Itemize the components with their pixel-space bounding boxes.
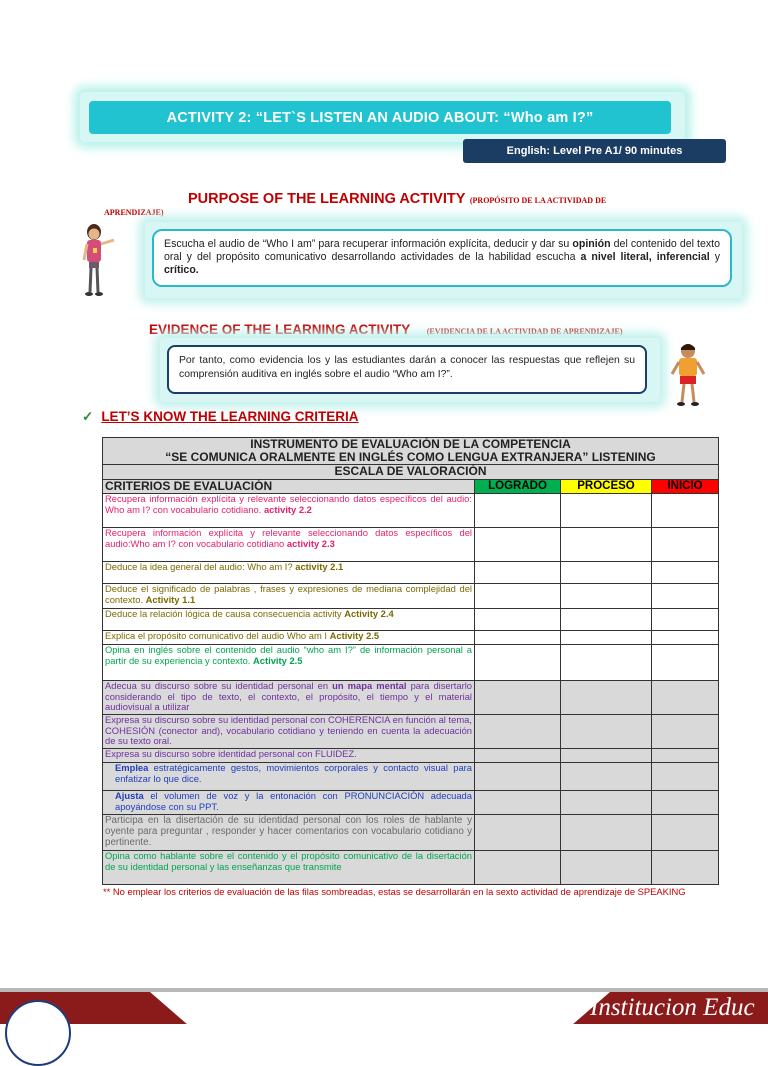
purpose-text-3: del contenido del texto oral y del propósito comunicativo desarrollando actividades de la habilidad escucha xyxy=(164,238,720,264)
logrado-cell xyxy=(475,681,561,715)
inicio-cell[interactable] xyxy=(652,631,719,645)
footnote: ** No emplear los criterios de evaluación de las filas sombreadas, estas se desarrollarán en la sexto actividad de aprendizaje de SPEAKING xyxy=(103,886,686,897)
logrado-cell xyxy=(475,763,561,791)
logrado-cell[interactable] xyxy=(475,645,561,681)
criterion-cell xyxy=(103,681,475,715)
activity-title: ACTIVITY 2: “LET`S LISTEN AN AUDIO ABOUT: “Who am I?” xyxy=(89,101,671,134)
check-icon: ✓ xyxy=(82,409,94,424)
table-scale: ESCALA DE VALORACIÓN xyxy=(103,465,719,479)
criterion-cell xyxy=(103,815,475,851)
criterion-tag: Activity 2.5 xyxy=(329,630,380,642)
purpose-title: PURPOSE OF THE LEARNING ACTIVITY xyxy=(188,191,466,207)
table-title-line-2: “SE COMUNICA ORALMENTE EN INGLÉS COMO LENGUA EXTRANJERA” LISTENING xyxy=(165,450,656,465)
table-row xyxy=(103,609,719,631)
table-row xyxy=(103,791,719,815)
criterion-cell xyxy=(103,528,475,562)
criteria-heading-text: LET’S KNOW THE LEARNING CRITERIA xyxy=(101,409,359,424)
criterion-tag: activity 2.1 xyxy=(295,561,344,573)
inicio-cell[interactable] xyxy=(652,609,719,631)
proceso-cell xyxy=(561,681,652,715)
criterion-cell xyxy=(103,715,475,749)
criterion-text: Opina en inglés sobre el contenido del audio “who am I?” de información personal a partir de su experiencia y contexto. xyxy=(105,644,472,666)
criterion-cell xyxy=(103,631,475,645)
criterion-text: Expresa su discurso sobre su identidad personal con COHERENCIA en función al tema, COHESIÓN (conector and), vocabulario cotidiano y teniendo en cuenta la adecuación de su texto oral. xyxy=(105,714,472,747)
col-inicio: INICIO xyxy=(652,479,719,494)
proceso-cell[interactable] xyxy=(561,584,652,609)
criteria-heading xyxy=(82,409,359,425)
inicio-cell[interactable] xyxy=(652,494,719,528)
criterion-text: Recupera información explícita y relevante seleccionando datos específicos del audio: Who am I? con vocabulario cotidiano. xyxy=(105,493,472,515)
logrado-cell xyxy=(475,851,561,885)
proceso-cell xyxy=(561,791,652,815)
logrado-cell xyxy=(475,715,561,749)
level-badge: English: Level Pre A1/ 90 minutes xyxy=(463,139,726,163)
evidence-subtitle: (EVIDENCIA DE LA ACTIVIDAD DE APRENDIZAJE) xyxy=(426,327,623,336)
proceso-cell xyxy=(561,715,652,749)
inicio-cell xyxy=(652,681,719,715)
proceso-cell[interactable] xyxy=(561,645,652,681)
criterion-cell xyxy=(103,645,475,681)
table-row xyxy=(103,715,719,749)
criterion-tag: activity 2.3 xyxy=(286,537,335,549)
criterion-bold: un mapa mental xyxy=(332,680,407,692)
criterion-text: Expresa su discurso sobre identidad personal con FLUIDEZ. xyxy=(105,748,357,760)
evidence-box: Por tanto, como evidencia los y las estudiantes darán a conocer las respuestas que reflejen su comprensión auditiva en inglés sobre el audio “Who am I?”. xyxy=(167,345,647,394)
table-row xyxy=(103,584,719,609)
criterion-text: Deduce la relación lógica de causa consecuencia activity xyxy=(105,608,345,620)
inicio-cell xyxy=(652,851,719,885)
table-title-row xyxy=(103,438,719,465)
criterion-text: Participa en la disertación de su identidad personal con los roles de hablante y oyente para preguntar , responder y hacer comentarios con vocabulario cotidiano y pertinente. xyxy=(105,815,472,849)
purpose-text-opinion: opinión xyxy=(572,238,611,250)
logrado-cell[interactable] xyxy=(475,609,561,631)
inicio-cell[interactable] xyxy=(652,528,719,562)
proceso-cell[interactable] xyxy=(561,494,652,528)
criterion-cell xyxy=(103,609,475,631)
purpose-text-critico: crítico. xyxy=(164,264,199,277)
col-criteria: CRITERIOS DE EVALUACIÓN xyxy=(103,479,475,494)
table-title-line-1: INSTRUMENTO DE EVALUACIÓN DE LA COMPETENCIA xyxy=(250,437,571,451)
logrado-cell xyxy=(475,749,561,763)
inicio-cell[interactable] xyxy=(652,562,719,584)
col-logrado: LOGRADO xyxy=(475,479,561,494)
criterion-text: Deduce la idea general del audio: Who am I? xyxy=(105,561,296,573)
evaluation-table xyxy=(102,437,719,885)
inicio-cell xyxy=(652,749,719,763)
criterion-cell xyxy=(103,494,475,528)
proceso-cell[interactable] xyxy=(561,562,652,584)
table-header-row xyxy=(103,479,719,494)
criterion-text: Recupera información explícita y relevante seleccionando datos específicos del audio:Who am I? con vocabulario cotidiano xyxy=(105,527,472,549)
logrado-cell[interactable] xyxy=(475,584,561,609)
proceso-cell[interactable] xyxy=(561,631,652,645)
criterion-text: Explica el propósito comunicativo del audio Who am I xyxy=(105,630,330,642)
table-row xyxy=(103,681,719,715)
inicio-cell xyxy=(652,715,719,749)
school-seal-icon xyxy=(5,1000,71,1066)
purpose-text-5: y xyxy=(709,251,720,264)
evidence-title: EVIDENCE OF THE LEARNING ACTIVITY xyxy=(149,322,411,337)
proceso-cell xyxy=(561,749,652,763)
proceso-cell xyxy=(561,815,652,851)
purpose-subtitle-a: (PROPÓSITO DE LA ACTIVIDAD DE xyxy=(469,196,607,205)
purpose-heading xyxy=(188,190,708,208)
purpose-box xyxy=(152,229,732,287)
logrado-cell xyxy=(475,791,561,815)
criterion-cell xyxy=(103,851,475,885)
proceso-cell xyxy=(561,763,652,791)
proceso-cell xyxy=(561,851,652,885)
criterion-tag: Activity 2.4 xyxy=(344,608,394,620)
criterion-bold: Ajusta xyxy=(115,790,144,802)
criterion-tag: Activity 1.1 xyxy=(145,593,196,605)
criterion-cell xyxy=(103,562,475,584)
purpose-text-1: Escucha el audio de “Who I am” para recuperar información explícita, deducir y dar su xyxy=(164,238,570,250)
table-row xyxy=(103,763,719,791)
criterion-cell xyxy=(103,763,475,791)
inicio-cell[interactable] xyxy=(652,645,719,681)
logrado-cell xyxy=(475,815,561,851)
table-title xyxy=(103,438,719,465)
col-proceso: PROCESO xyxy=(561,479,652,494)
logrado-cell[interactable] xyxy=(475,562,561,584)
inicio-cell xyxy=(652,763,719,791)
table-row xyxy=(103,631,719,645)
table-row xyxy=(103,528,719,562)
boy-illustration xyxy=(666,342,710,408)
table-row xyxy=(103,815,719,851)
inicio-cell xyxy=(652,791,719,815)
criterion-text-b: para disertarlo considerando el tipo de texto, el contexto, el propósito, el tiempo y el material audiovisual a utilizar xyxy=(105,680,473,713)
criterion-bold: Emplea xyxy=(115,762,149,774)
proceso-cell[interactable] xyxy=(561,528,652,562)
criterion-text: el volumen de voz y la entonación con PRONUNCIACIÓN adecuada apoyándose con su PPT. xyxy=(115,790,472,812)
criterion-tag: activity 2.2 xyxy=(263,503,312,515)
girl-illustration xyxy=(74,222,120,298)
table-row xyxy=(103,645,719,681)
inicio-cell[interactable] xyxy=(652,584,719,609)
table-row xyxy=(103,494,719,528)
table-row xyxy=(103,851,719,885)
logrado-cell[interactable] xyxy=(475,494,561,528)
criterion-text: Opina como hablante sobre el contenido y el propósito comunicativo de la disertación de su identidad personal y las enseñanzas que transmite xyxy=(105,850,472,872)
institution-name: Institucion Educ xyxy=(590,994,755,1021)
proceso-cell[interactable] xyxy=(561,609,652,631)
logrado-cell[interactable] xyxy=(475,631,561,645)
criterion-text: Adecua su discurso sobre su identidad personal en xyxy=(105,680,333,692)
table-scale-row xyxy=(103,465,719,479)
criterion-cell xyxy=(103,584,475,609)
criterion-tag: Activity 2.5 xyxy=(253,654,303,666)
criterion-cell xyxy=(103,791,475,815)
criterion-cell xyxy=(103,749,475,763)
criterion-text: estratégicamente gestos, movimientos corporales y contacto visual para enfatizar lo que dice. xyxy=(115,762,472,784)
purpose-text-levels: a nivel literal, inferencial xyxy=(580,251,710,264)
evidence-heading xyxy=(149,321,694,339)
footer-white-shape xyxy=(150,992,610,1024)
table-row xyxy=(103,749,719,763)
logrado-cell[interactable] xyxy=(475,528,561,562)
table-row xyxy=(103,562,719,584)
criterion-text: Deduce el significado de palabras , frases y expresiones de mediana complejidad del contexto. xyxy=(105,583,472,605)
purpose-subtitle-b: APRENDIZAJE) xyxy=(104,208,164,217)
inicio-cell xyxy=(652,815,719,851)
